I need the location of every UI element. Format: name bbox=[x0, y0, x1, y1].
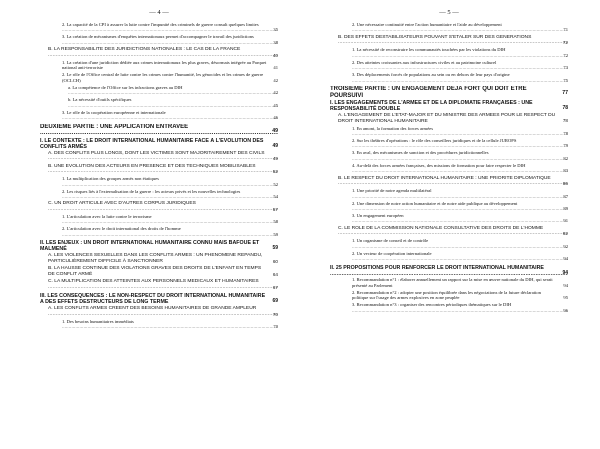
toc-entry bbox=[330, 176, 568, 187]
toc-entry-title: B. DES EFFETS DÉSTABILISATEURS POUVANT S'ÉTALER SUR DES GÉNÉRATIONS ..... bbox=[338, 35, 568, 46]
table-of-contents bbox=[40, 22, 278, 330]
toc-entry bbox=[40, 266, 278, 277]
toc-entry-title: 3. La création de mécanismes d'enquêtes internationaux permet d'accompagner le travail des juridictions ..... bbox=[62, 34, 278, 44]
toc-entry bbox=[40, 306, 278, 317]
toc-entry bbox=[40, 97, 278, 108]
toc-entry bbox=[40, 47, 278, 58]
toc-entry-title: 1. Des besoins humanitaires immédiats ..... bbox=[62, 319, 278, 329]
toc-entry bbox=[330, 265, 568, 276]
toc-entry-title: 1. Un organisme de conseil et de contrôle ..... bbox=[352, 238, 568, 248]
toc-entry-page: 73 bbox=[563, 65, 568, 71]
toc-entry bbox=[40, 34, 278, 45]
toc-entry-title: 2. Des atteintes croissantes aux infrastructures civiles et au patrimoine culturel ..... bbox=[352, 60, 568, 70]
toc-entry bbox=[40, 319, 278, 330]
toc-entry-title: A. LES CONFLITS ARMÉS CRÉENT DES BESOINS HUMANITAIRES DE GRANDE AMPLEUR ..... bbox=[48, 306, 278, 317]
toc-entry bbox=[40, 214, 278, 225]
toc-entry-page: 59 bbox=[273, 231, 278, 237]
toc-entry-title: 2. Une dimension de notre action humanitaire et de notre aide publique au développement ..... bbox=[352, 201, 568, 211]
toc-entry-page: 42 bbox=[273, 78, 278, 83]
toc-entry-title: 4. Au-delà des forces armées françaises, des missions de formation pour faire respecter le DIH ..... bbox=[352, 163, 568, 173]
toc-entry-title: B. LA HAUSSE CONTINUE DES VIOLATIONS GRAVES DES DROITS DE L'ENFANT EN TEMPS DE CONFLIT ARMÉ ..... bbox=[48, 266, 278, 277]
toc-entry-page: 70 bbox=[272, 311, 278, 317]
toc-entry bbox=[40, 293, 278, 304]
toc-entry-page: 72 bbox=[563, 52, 568, 58]
toc-entry-page: 45 bbox=[273, 102, 278, 108]
toc-entry-page: 42 bbox=[273, 90, 278, 96]
toc-entry-title: a. La compétence de l'Office sur les infractions graves au DIH ..... bbox=[68, 85, 278, 95]
toc-entry-title: 3. Le rôle de la coopération européenne et internationale ..... bbox=[62, 110, 278, 120]
toc-entry-page: 41 bbox=[273, 65, 278, 71]
toc-entry-title: 2. Les risques liés à l'externalisation de la guerre : les acteurs privés et les nouvelles technologies ..... bbox=[62, 189, 278, 199]
toc-entry-title: II. 25 PROPOSITIONS POUR RENFORCER LE DROIT INTERNATIONAL HUMANITAIRE ..... bbox=[330, 265, 568, 276]
toc-entry-title: C. LE RÔLE DE LA COMMISSION NATIONALE CONSULTATIVE DES DROITS DE L'HOMME ..... bbox=[338, 226, 568, 237]
toc-entry-page: 95 bbox=[563, 295, 568, 301]
toc-entry-title: 3. Des déplacements forcés de populations au sein ou en dehors de leur pays d'origine ..... bbox=[352, 72, 568, 82]
right-page bbox=[330, 0, 568, 449]
toc-entry bbox=[330, 60, 568, 71]
toc-entry bbox=[40, 164, 278, 175]
toc-entry-title: B. UNE ÉVOLUTION DES ACTEURS EN PRÉSENCE ET DES TECHNIQUES MOBILISABLES ..... bbox=[48, 164, 278, 175]
toc-entry-page: 67 bbox=[272, 284, 278, 290]
toc-entry bbox=[40, 253, 278, 264]
toc-entry-page: 46 bbox=[273, 115, 278, 121]
toc-entry-title: C. LA MULTIPLICATION DES ATTEINTES AUX PERSONNELS MÉDICAUX ET HUMANITAIRES ..... bbox=[48, 279, 278, 290]
toc-entry bbox=[330, 35, 568, 46]
toc-entry-page: 75 bbox=[563, 77, 568, 83]
toc-entry bbox=[330, 226, 568, 237]
toc-entry-page: 54 bbox=[273, 194, 278, 200]
toc-entry-page: 52 bbox=[273, 181, 278, 187]
toc-entry bbox=[330, 47, 568, 58]
toc-entry-page: 94 bbox=[563, 282, 568, 288]
toc-entry-page: 91 bbox=[563, 218, 568, 224]
toc-entry-page: 58 bbox=[273, 219, 278, 225]
toc-entry-title: TROISIÈME PARTIE : UN ENGAGEMENT DÉJÀ FORT QUI DOIT ÊTRE POURSUIVI ..... bbox=[330, 86, 568, 97]
toc-entry-page: 78 bbox=[562, 118, 568, 124]
toc-entry-title: II. LES ENJEUX : UN DROIT INTERNATIONAL HUMANITAIRE CONNU MAIS BAFOUÉ ET MALMENÉ ..... bbox=[40, 240, 278, 251]
toc-entry-title: 3. Recommandation n°3 : organiser des rencontres périodiques thématiques sur le DIH ..... bbox=[352, 302, 568, 312]
toc-entry bbox=[330, 277, 568, 288]
toc-entry bbox=[40, 124, 278, 135]
toc-entry-page: 96 bbox=[563, 307, 568, 313]
toc-entry bbox=[330, 138, 568, 149]
toc-entry-page: 92 bbox=[563, 243, 568, 249]
toc-entry-page: 89 bbox=[563, 206, 568, 212]
toc-entry-page: 82 bbox=[563, 155, 568, 161]
toc-entry-page: 64 bbox=[272, 271, 278, 277]
toc-entry-title: C. UN DROIT ARTICULÉ AVEC D'AUTRES CORPUS JURIDIQUES ..... bbox=[48, 201, 278, 212]
toc-entry-page: 79 bbox=[563, 143, 568, 149]
toc-entry-page: 86 bbox=[562, 181, 568, 187]
toc-entry-page: 38 bbox=[273, 39, 278, 45]
toc-entry-title: A. L'ENGAGEMENT DE L'ÉTAT-MAJOR ET DU MINISTRE DES ARMÉES POUR LE RESPECT DU DROIT INTERNATIONAL HUMANITAIRE ..... bbox=[338, 113, 568, 124]
toc-entry bbox=[330, 113, 568, 124]
left-page bbox=[40, 0, 278, 449]
toc-entry-page: 77 bbox=[562, 90, 568, 97]
toc-entry-title: B. LA RESPONSABILITÉ DES JURIDICTIONS NATIONALES : LE CAS DE LA FRANCE ..... bbox=[48, 47, 278, 58]
toc-entry bbox=[40, 60, 278, 71]
toc-entry-page: 69 bbox=[272, 298, 278, 305]
toc-entry-page: 94 bbox=[562, 269, 568, 276]
toc-entry bbox=[330, 238, 568, 249]
toc-entry bbox=[40, 110, 278, 121]
toc-entry bbox=[40, 240, 278, 251]
toc-entry bbox=[40, 226, 278, 237]
toc-entry-page: 94 bbox=[563, 256, 568, 262]
toc-entry bbox=[40, 22, 278, 33]
toc-entry bbox=[330, 290, 568, 301]
toc-entry-page: 72 bbox=[562, 40, 568, 46]
toc-entry-page: 92 bbox=[562, 231, 568, 237]
toc-entry-title: 2. Sur les théâtres d'opérations : le rôle des conseillers juridiques et de la cellule JUROPS ..... bbox=[352, 138, 568, 148]
toc-entry-title: 1. La multiplication des groupes armés non étatiques ..... bbox=[62, 176, 278, 186]
toc-entry-title: 2. L'articulation avec le droit international des droits de l'homme ..... bbox=[62, 226, 278, 236]
toc-entry-page: 78 bbox=[562, 105, 568, 112]
toc-entry-page: 49 bbox=[272, 128, 278, 135]
toc-entry bbox=[40, 189, 278, 200]
toc-entry bbox=[330, 163, 568, 174]
toc-entry bbox=[330, 72, 568, 83]
page-number: — 4 — bbox=[149, 9, 169, 16]
toc-entry-title: 3. En aval, des mécanismes de sanction et des procédures juridictionnelles ..... bbox=[352, 150, 568, 160]
toc-entry bbox=[330, 150, 568, 161]
toc-entry-title: I. LES ENGAGEMENTS DE L'ARMÉE ET DE LA DIPLOMATIE FRANÇAISES : UNE RESPONSABILITÉ DOUBLE ..... bbox=[330, 100, 568, 111]
toc-entry bbox=[40, 176, 278, 187]
toc-entry bbox=[330, 126, 568, 137]
toc-entry-page: 57 bbox=[272, 206, 278, 212]
toc-entry-title: 3. Un engagement européen ..... bbox=[352, 213, 568, 223]
toc-entry bbox=[40, 151, 278, 162]
toc-entry bbox=[330, 86, 568, 97]
toc-entry-title: 2. Un vecteur de coopération internationale ..... bbox=[352, 251, 568, 261]
toc-entry-page: 70 bbox=[273, 324, 278, 330]
toc-entry-title: III. LES CONSÉQUENCES : LE NON-RESPECT DU DROIT INTERNATIONAL HUMANITAIRE A DES EFFETS DESTRUCTEURS DE LONG TERME ..... bbox=[40, 293, 278, 304]
toc-entry-page: 35 bbox=[273, 27, 278, 33]
toc-entry bbox=[40, 201, 278, 212]
toc-entry bbox=[330, 188, 568, 199]
toc-entry-page: 52 bbox=[272, 169, 278, 175]
toc-entry-title: A. DES CONFLITS PLUS LONGS, DONT LES VICTIMES SONT MAJORITAIREMENT DES CIVILS ..... bbox=[48, 151, 278, 162]
toc-entry-title: b. La nécessité d'outils spécifiques ..... bbox=[68, 97, 278, 107]
toc-entry-title: 1. En amont, la formation des forces armées ..... bbox=[352, 126, 568, 136]
page-number: — 5 — bbox=[439, 9, 459, 16]
toc-entry-title: I. LE CONTEXTE : LE DROIT INTERNATIONAL HUMANITAIRE FACE À L'ÉVOLUTION DES CONFLITS ARMÉS ..... bbox=[40, 138, 278, 149]
toc-entry bbox=[330, 22, 568, 33]
toc-entry-page: 60 bbox=[272, 258, 278, 264]
toc-entry bbox=[330, 201, 568, 212]
toc-entry-page: 49 bbox=[272, 142, 278, 149]
toc-entry-page: 87 bbox=[563, 193, 568, 199]
toc-entry-page: 71 bbox=[563, 27, 568, 33]
toc-entry-title: 2. Recommandation n°2 : adopter une position équilibrée dans les négociations de la future déclaration politique sur l'usage des armes explosives en zone peuplée ..... bbox=[352, 290, 568, 301]
toc-entry-page: 59 bbox=[272, 245, 278, 252]
toc-entry bbox=[330, 251, 568, 262]
toc-entry-title: 1. Recommandation n°1 : élaborer annuellement un rapport sur la mise en œuvre nationale du DIH, qui serait présenté au Parlement ..... bbox=[352, 277, 568, 288]
toc-entry-title: A. LES VIOLENCES SEXUELLES DANS LES CONFLITS ARMÉS : UN PHÉNOMÈNE RÉPANDU, PARTICULIÈREMENT DIFFICILE À SANCTIONNER ..... bbox=[48, 253, 278, 264]
toc-entry bbox=[330, 100, 568, 111]
toc-entry-title: 2. La capacité de la CPI à assurer la lutte contre l'impunité des criminels de guerre consult quelques limites ..... bbox=[62, 22, 278, 32]
toc-entry-title: B. LE RESPECT DU DROIT INTERNATIONAL HUMANITAIRE : UNE PRIORITÉ DIPLOMATIQUE ..... bbox=[338, 176, 568, 187]
toc-entry bbox=[330, 213, 568, 224]
toc-entry-title: DEUXIÈME PARTIE : UNE APPLICATION ENTRAVÉE ..... bbox=[40, 124, 278, 135]
toc-entry bbox=[330, 302, 568, 313]
toc-entry-title: 1. Une priorité de notre agenda multilatéral ..... bbox=[352, 188, 568, 198]
toc-entry-title: 1. L'articulation avec la lutte contre le terrorisme ..... bbox=[62, 214, 278, 224]
toc-entry-page: 40 bbox=[272, 52, 278, 58]
toc-entry-title: 1. La création d'une juridiction dédiée aux crimes internationaux les plus graves, désormais intégrée au Parquet national anti-terroriste ..... bbox=[62, 60, 278, 71]
table-of-contents bbox=[330, 22, 568, 313]
toc-entry bbox=[40, 72, 278, 83]
toc-entry-page: 78 bbox=[563, 131, 568, 137]
toc-entry-page: 49 bbox=[272, 156, 278, 162]
toc-entry-title: 2. Le rôle de l'Office central de lutte contre les crimes contre l'humanité, les génocides et les crimes de guerre (OCLCH) ..... bbox=[62, 72, 278, 83]
toc-entry bbox=[40, 138, 278, 149]
toc-entry bbox=[40, 85, 278, 96]
toc-entry-title: 2. Une nécessaire continuité entre l'action humanitaire et l'aide au développement ..... bbox=[352, 22, 568, 32]
toc-entry-title: 1. La nécessité de reconstruire les communautés touchées par les violations du DIH ..... bbox=[352, 47, 568, 57]
toc-entry-page: 83 bbox=[563, 168, 568, 174]
toc-entry bbox=[40, 279, 278, 290]
